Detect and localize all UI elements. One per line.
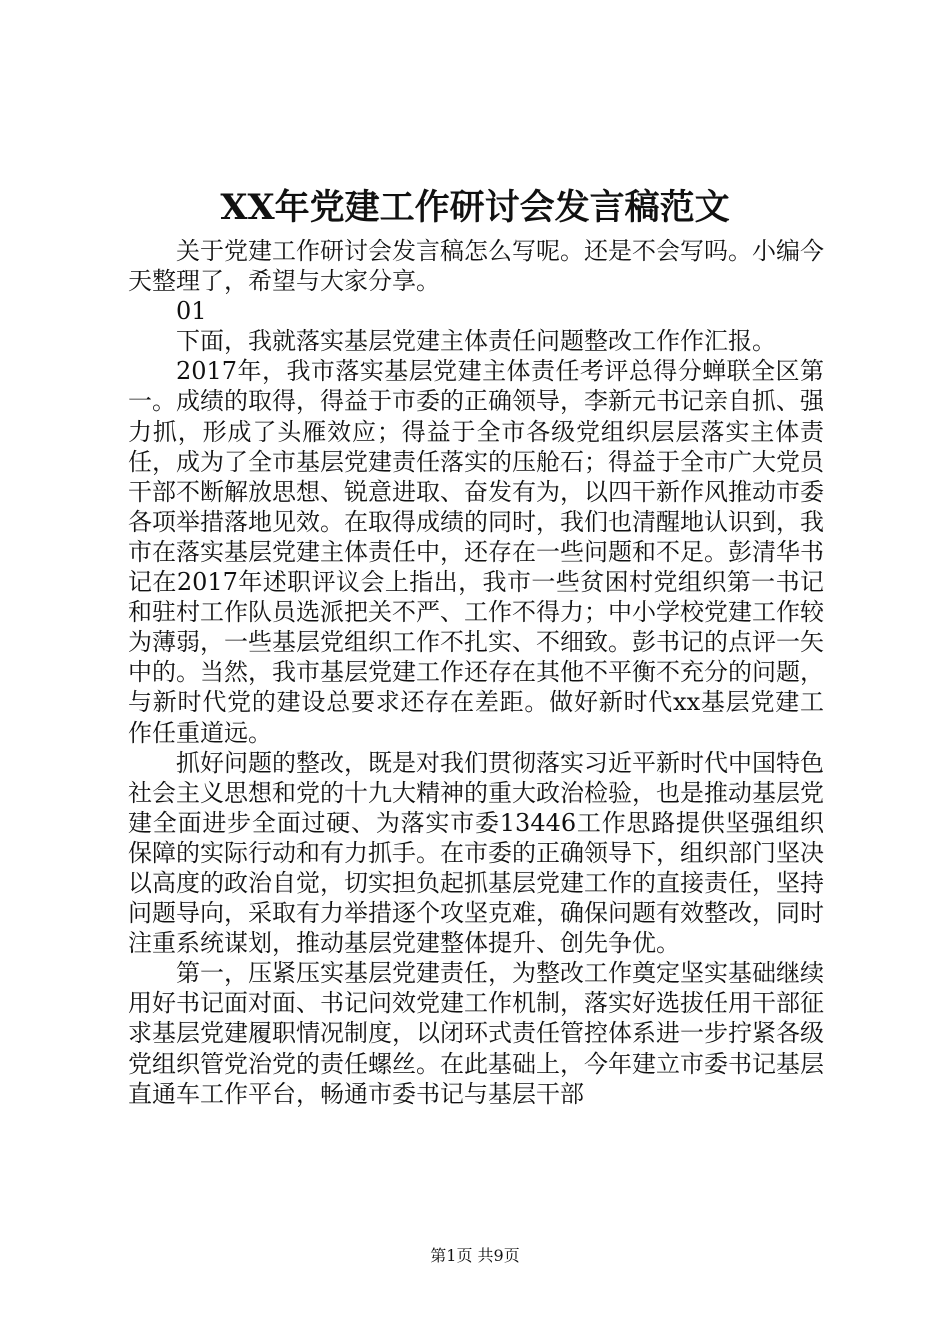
paragraph-section-number: 01 (176, 297, 207, 326)
paragraph-intro: 关于党建工作研讨会发言稿怎么写呢。还是不会写吗。小编今天整理了，希望与大家分享。 (128, 237, 824, 296)
document-title: XX年党建工作研讨会发言稿范文 (220, 187, 730, 228)
paragraph-opening: 下面，我就落实基层党建主体责任问题整改工作作汇报。 (176, 327, 776, 356)
page-footer: 第1页 共9页 (430, 1246, 520, 1265)
paragraph-rectification: 抓好问题的整改，既是对我们贯彻落实习近平新时代中国特色社会主义思想和党的十九大精神的重大政治检验，也是推动基层党建全面进步全面过硬、为落实市委13446工作思路提供坚强组织保障的实际行动和有力抓手。在市委的正确领导下，组织部门坚决以高度的政治自觉，切实担负起抓基层党建工作的直接责任，坚持问题导向，采取有力举措逐个攻坚克难，确保问题有效整改，同时注重系统谋划，推动基层党建整体提升、创先争优。 (128, 748, 824, 958)
paragraph-achievements: 2017年，我市落实基层党建主体责任考评总得分蝉联全区第一。成绩的取得，得益于市委的正确领导，李新元书记亲自抓、强力抓，形成了头雁效应；得益于全市各级党组织层层落实主体责任，成为了全市基层党建责任落实的压舱石；得益于全市广大党员干部不断解放思想、锐意进取、奋发有为，以四干新作风推动市委各项举措落地见效。在取得成绩的同时，我们也清醒地认识到，我市在落实基层党建主体责任中，还存在一些问题和不足。彭清华书记在2017年述职评议会上指出，我市一些贫困村党组织第一书记和驻村工作队员选派把关不严、工作不得力；中小学校党建工作较为薄弱，一些基层党组织工作不扎实、不细致。彭书记的点评一矢中的。当然，我市基层党建工作还存在其他不平衡不充分的问题，与新时代党的建设总要求还存在差距。做好新时代xx基层党建工作任重道远。 (128, 357, 824, 747)
paragraph-first-point: 第一，压紧压实基层党建责任，为整改工作奠定坚实基础继续用好书记面对面、书记问效党建工作机制，落实好选拔任用干部征求基层党建履职情况制度，以闭环式责任管控体系进一步拧紧各级党组织管党治党的责任螺丝。在此基础上，今年建立市委书记基层直通车工作平台，畅通市委书记与基层干部 (128, 959, 824, 1108)
document-body (128, 236, 824, 1109)
